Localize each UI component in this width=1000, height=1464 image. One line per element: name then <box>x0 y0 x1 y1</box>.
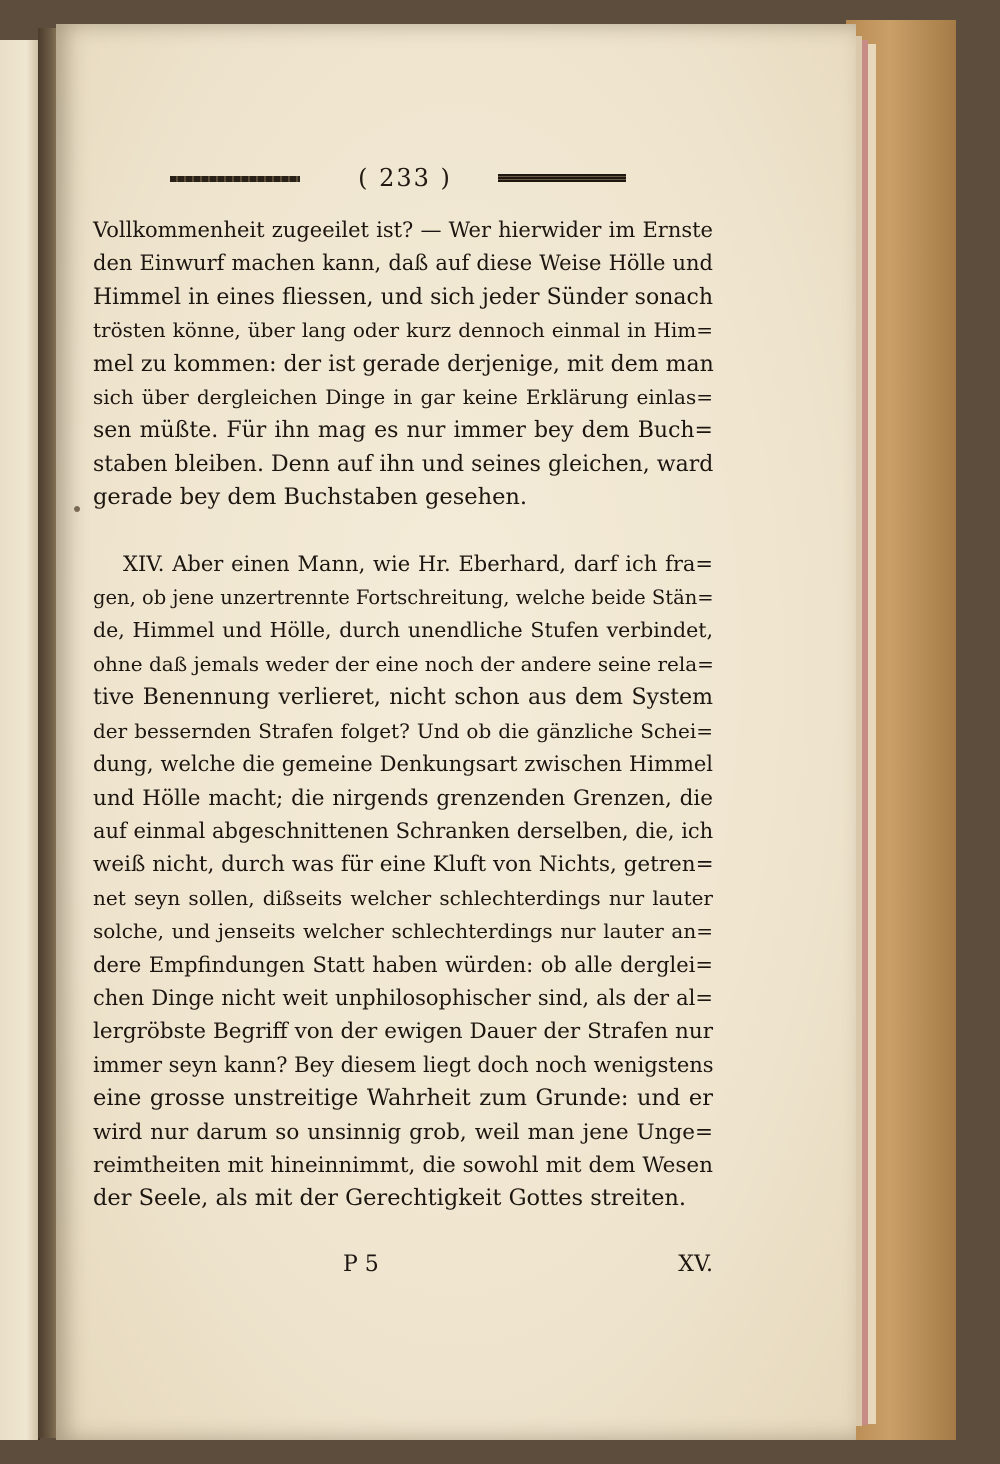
text-line: tive Benennung verlieret, nicht schon aus dem System <box>93 685 713 711</box>
left-page-edge <box>0 40 40 1440</box>
text-line: lergröbste Begriff von der ewigen Dauer der Strafen nur <box>93 1019 713 1045</box>
text-line: wird nur darum so unsinnig grob, weil man jene Unge= <box>93 1119 713 1145</box>
text-line: dung, welche die gemeine Denkungsart zwischen Himmel <box>93 752 713 777</box>
page-body <box>93 214 713 1216</box>
catchword: XV. <box>678 1252 713 1277</box>
text-line: weiß nicht, durch was für eine Kluft von Nichts, getren= <box>93 852 714 878</box>
text-line: ohne daß jemals weder der eine noch der andere seine rela= <box>93 651 714 676</box>
text-line: der Seele, als mit der Gerechtigkeit Gottes streiten. <box>93 1185 687 1212</box>
text-line: net seyn sollen, dißseits welcher schlechterdings nur lauter <box>93 885 713 910</box>
text-line: eine grosse unstreitige Wahrheit zum Grunde: und er <box>93 1085 713 1112</box>
text-line: gerade bey dem Buchstaben gesehen. <box>93 484 528 511</box>
text-line: chen Dinge nicht weit unphilosophischer sind, als der al= <box>93 985 713 1010</box>
text-line: Himmel in eines fliessen, und sich jeder Sünder sonach <box>93 284 713 310</box>
text-line: sen müßte. Für ihn mag es nur immer bey dem Buch= <box>93 418 713 444</box>
page-number: ( 233 ) <box>358 164 452 192</box>
paragraph-2 <box>93 548 713 1216</box>
text-line: trösten könne, über lang oder kurz dennoch einmal in Him= <box>93 318 713 343</box>
section-heading-line: XIV. Aber einen Mann, wie Hr. Eberhard, darf ich fra= <box>123 551 713 576</box>
header-rule-right <box>498 174 626 182</box>
text-line: reimtheiten mit hineinnimmt, die sowohl mit dem Wesen <box>93 1152 713 1178</box>
text-line: und Hölle macht; die nirgends grenzenden Grenzen, die <box>93 785 713 811</box>
text-line: immer seyn kann? Bey diesem liegt doch noch wenigstens <box>93 1052 714 1077</box>
text-line: gen, ob jene unzertrennte Fortschreitung, welche beide Stän= <box>93 586 714 610</box>
text-line: dere Empfindungen Statt haben würden: ob alle derglei= <box>93 952 713 977</box>
text-line: Vollkommenheit zugeeilet ist? — Wer hierwider im Ernste <box>93 218 713 242</box>
text-line: mel zu kommen: der ist gerade derjenige, mit dem man <box>93 351 714 377</box>
page-header <box>110 160 630 200</box>
text-line: sich über dergleichen Dinge in gar keine Erklärung einlas= <box>93 385 713 410</box>
book-spine <box>38 28 58 1438</box>
page-footer <box>93 1252 713 1286</box>
signature-mark: P 5 <box>343 1252 379 1277</box>
text-line: auf einmal abgeschnittenen Schranken derselben, die, ich <box>93 818 714 843</box>
text-line: de, Himmel und Hölle, durch unendliche Stufen verbindet, <box>93 618 713 643</box>
page-edge <box>868 44 876 1424</box>
ink-spot <box>74 506 80 512</box>
text-line: der bessernden Strafen folget? Und ob die gänzliche Schei= <box>93 718 713 743</box>
text-line: den Einwurf machen kann, daß auf diese Weise Hölle und <box>93 251 713 276</box>
paragraph-1 <box>93 214 713 515</box>
text-line: staben bleiben. Denn auf ihn und seines gleichen, ward <box>93 451 714 477</box>
text-line: solche, und jenseits welcher schlechterdings nur lauter an= <box>93 919 713 944</box>
header-rule-left <box>170 176 300 182</box>
